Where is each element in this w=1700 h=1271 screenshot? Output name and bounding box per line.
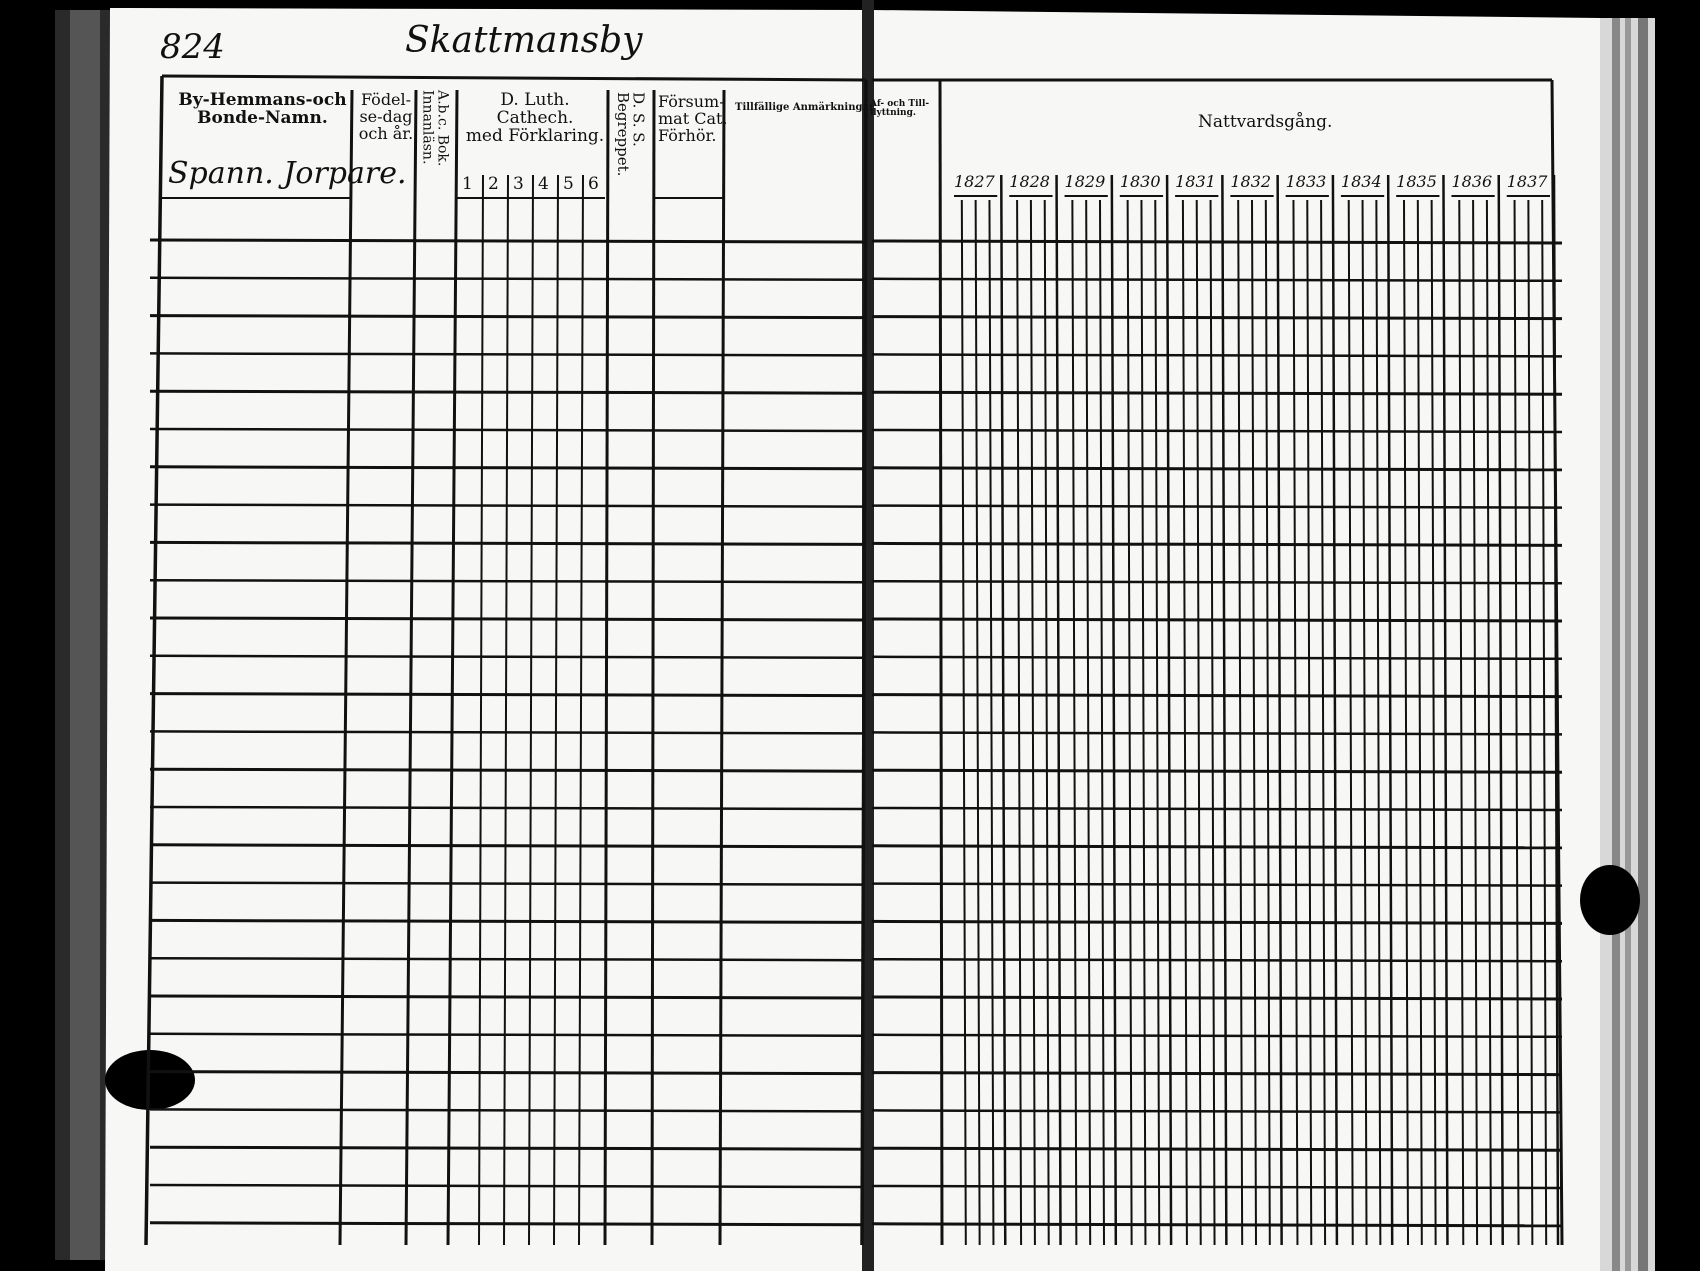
- right-row-rule: [872, 695, 1562, 697]
- catechism-part-number: 1: [462, 174, 473, 194]
- left-row-rule: [150, 1223, 864, 1225]
- right-row-rule: [872, 543, 1562, 545]
- communion-year-label: 1828: [1009, 172, 1050, 191]
- right-row-rule: [872, 317, 1562, 319]
- left-row-rule: [150, 845, 864, 847]
- communion-year-label: 1835: [1396, 172, 1437, 191]
- catechism-part-number: 6: [588, 174, 599, 194]
- communion-year-label: 1830: [1119, 172, 1161, 191]
- communion-year-label: 1831: [1175, 172, 1216, 191]
- catechism-part-number: 2: [488, 174, 499, 194]
- communion-year-label: 1833: [1285, 172, 1327, 191]
- left-row-rule: [150, 920, 864, 922]
- communion-header: Nattvardsgång.: [1198, 112, 1333, 132]
- left-row-rule: [150, 618, 864, 620]
- missed-column-header: Försum- mat Cat. Förhör.: [658, 92, 728, 145]
- left-row-rule: [150, 769, 864, 771]
- village-name: Skattmansby: [405, 20, 643, 61]
- farm-name: Spann. Jorpare.: [168, 156, 407, 191]
- communion-year-label: 1832: [1230, 172, 1272, 191]
- right-row-rule: [872, 392, 1562, 394]
- left-row-rule: [150, 240, 864, 242]
- right-row-rule: [872, 1224, 1562, 1226]
- catechism-column-header: D. Luth. Cathech. med Förklaring.: [465, 90, 605, 146]
- right-row-rule: [872, 619, 1562, 621]
- right-row-rule: [872, 846, 1562, 848]
- birth-column-header: Födel- se-dag och år.: [358, 90, 414, 143]
- dss-column-header: D. S. S. Begreppet.: [613, 92, 648, 177]
- left-row-rule: [150, 1072, 864, 1074]
- right-row-rule: [872, 921, 1562, 923]
- moving-column-rule: [940, 80, 942, 1245]
- left-row-rule: [150, 694, 864, 696]
- left-row-rule: [150, 316, 864, 318]
- right-row-rule: [872, 241, 1562, 243]
- left-row-rule: [150, 467, 864, 469]
- remarks-column-header: Tillfällige Anmärkningar: [735, 102, 875, 113]
- left-row-rule: [150, 391, 864, 393]
- left-row-rule: [150, 1147, 864, 1149]
- moving-column-header: Af- och Till- flyttning.: [870, 99, 930, 119]
- catechism-part-number: 4: [538, 174, 549, 194]
- catechism-part-number: 3: [513, 174, 524, 194]
- left-row-rule: [150, 542, 864, 544]
- communion-year-label: 1829: [1064, 172, 1106, 191]
- page-number: 824: [160, 27, 225, 67]
- name-column-header: By-Hemmans-och Bonde-Namn.: [178, 90, 347, 128]
- communion-year-label: 1837: [1506, 172, 1548, 191]
- communion-year-label: 1836: [1451, 172, 1493, 191]
- right-row-rule: [872, 770, 1562, 772]
- right-row-rule: [872, 468, 1562, 470]
- abc-column-header: A.b.c. Bok. Innanläsn.: [419, 90, 451, 167]
- communion-year-label: 1834: [1340, 172, 1382, 191]
- catechism-part-number: 5: [563, 174, 574, 194]
- right-row-rule: [872, 997, 1562, 999]
- communion-year-label: 1827: [954, 172, 995, 191]
- right-row-rule: [872, 1148, 1562, 1150]
- left-row-rule: [150, 996, 864, 998]
- right-row-rule: [872, 1073, 1562, 1075]
